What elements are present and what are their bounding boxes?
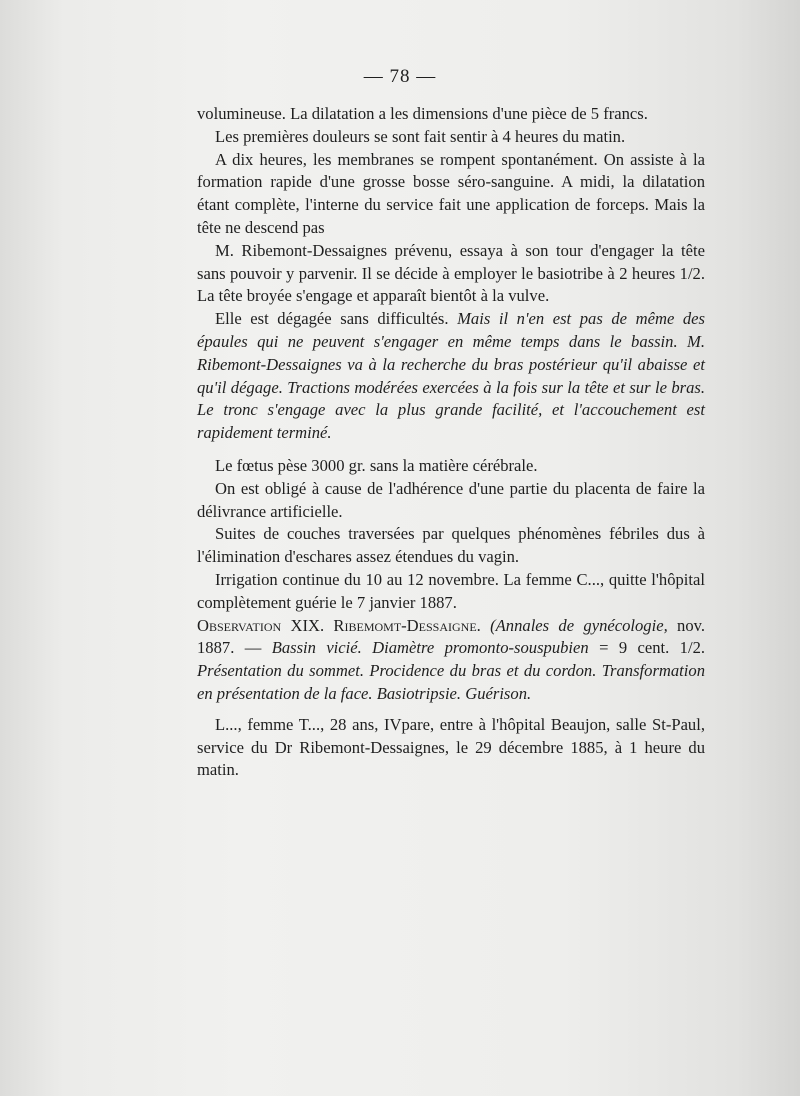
paragraph-6: Le fœtus pèse 3000 gr. sans la matière cérébrale.: [215, 455, 538, 475]
observation-author: Ribemomt-Dessaigne.: [333, 615, 481, 635]
paragraph-4: M. Ribemont-Dessaignes prévenu, essaya à son tour d'engager la tête sans pouvoir y parvenir. Il se décide à employer le basiotribe à 2 heures 1/2. La tête broyée s'engage et apparaît bientôt à la vulve.: [197, 240, 705, 306]
observation-measure: = 9 cent. 1/2.: [588, 638, 706, 658]
paragraph-1: volumineuse. La dilatation a les dimensions d'une pièce de 5 francs.: [197, 104, 648, 123]
body-text: [197, 103, 705, 782]
paragraph-9: Irrigation continue du 10 au 12 novembre. La femme C..., quitte l'hôpital complètement guérie le 7 janvier 1887.: [197, 569, 705, 612]
observation-description: Présentation du sommet. Procidence du bras et du cordon. Transformation en présentation de la face. Basiotripsie. Guérison.: [197, 661, 705, 703]
observation-date: nov. 1887. —: [197, 615, 705, 658]
paragraph-7: On est obligé à cause de l'adhérence d'une partie du placenta de faire la délivrance artificielle.: [197, 478, 705, 521]
paragraph-3: A dix heures, les membranes se rompent spontanément. On assiste à la formation rapide d'une grosse bosse séro-sanguine. A midi, la dilatation étant complète, l'interne du service fait une application de forceps. Mais la tête ne descend pas: [197, 149, 705, 237]
paragraph-5-italic: Mais il n'en est pas de même des épaules qui ne peuvent s'engager en même temps dans le bassin. M. Ribemont-Dessaignes va à la recherche du bras postérieur qu'il abaisse et qu'il dégage. Tractions modérées exercées à la fois sur la tête et sur le bras. Le tronc s'engage avec la plus grande facilité, et l'accouchement est rapidement terminé.: [197, 309, 706, 443]
paragraph-5-plain: Elle est dégagée sans difficultés.: [215, 309, 458, 329]
observation-label: Observation XIX.: [197, 615, 325, 635]
closing-paragraph: L..., femme T..., 28 ans, IVpare, entre à l'hôpital Beaujon, salle St-Paul, service du Dr Ribemont-Dessaignes, le 29 décembre 1885, à 1 heure du matin.: [197, 714, 705, 780]
observation-journal: (Annales de gynécologie,: [490, 615, 668, 635]
paragraph-2: Les premières douleurs se sont fait sentir à 4 heures du matin.: [215, 126, 626, 146]
paragraph-5: [197, 308, 705, 445]
observation-title: Bassin vicié. Diamètre promonto-souspubien: [271, 638, 589, 658]
observation-heading: [197, 615, 705, 706]
paragraph-8: Suites de couches traversées par quelques phénomènes fébriles dus à l'élimination d'eschares assez étendues du vagin.: [197, 524, 705, 567]
page-number: — 78 —: [363, 66, 437, 87]
